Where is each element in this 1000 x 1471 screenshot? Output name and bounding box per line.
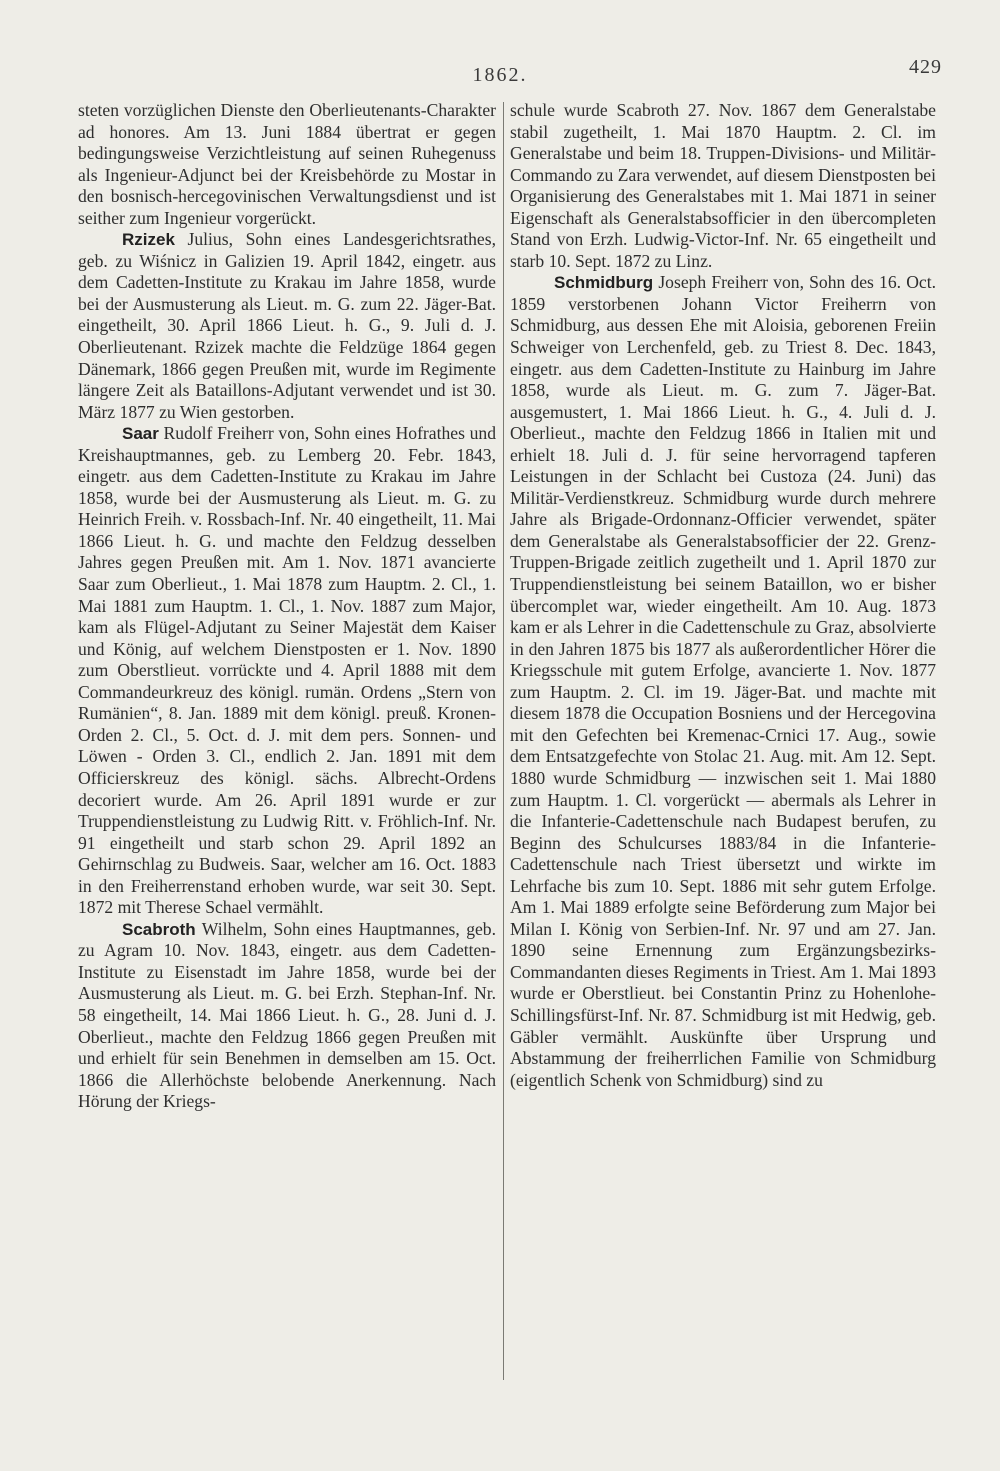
column-divider xyxy=(503,102,504,1380)
entry-saar xyxy=(78,423,496,919)
entry-text: Rudolf Freiherr von, Sohn eines Hofrathes und Kreishauptmannes, geb. zu Lemberg 20. Febr. 1843, eingetr. aus dem Cadetten-Institute zu Krakau im Jahre 1858, wurde bei der Ausmusterung als Lieut. m. G. zu Heinrich Freih. v. Rossbach-Inf. Nr. 40 eingetheilt, 11. Mai 1866 Lieut. h. G. und machte den Feldzug desselben Jahres gegen Preußen mit. Am 1. Nov. 1871 avancierte Saar zum Oberlieut., 1. Mai 1878 zum Hauptm. 2. Cl., 1. Mai 1881 zum Hauptm. 1. Cl., 1. Nov. 1887 zum Major, kam als Flügel-Adjutant zu Seiner Majestät dem Kaiser und König, auf welchem Dienstposten er 1. Nov. 1890 zum Oberstlieut. vorrückte und 4. April 1888 mit dem Commandeurkreuz des königl. rumän. Ordens „Stern von Rumänien“, 8. Jan. 1889 mit dem königl. preuß. Kronen-Orden 2. Cl., 5. Oct. d. J. mit dem pers. Sonnen- und Löwen - Orden 3. Cl., endlich 2. Jan. 1891 mit dem Officierskreuz des königl. sächs. Albrecht-Ordens decoriert wurde. Am 26. April 1891 wurde er zur Truppendienstleistung zu Ludwig Ritt. v. Fröhlich-Inf. Nr. 91 eingetheilt und starb schon 29. April 1892 an Gehirnschlag zu Budweis. Saar, welcher am 16. Oct. 1883 in den Freiherrenstand erhoben wurde, war seit 30. Sept. 1872 mit Therese Schael vermählt. xyxy=(78,423,496,918)
entry-text: schule wurde Scabroth 27. Nov. 1867 dem Generalstabe stabil zugetheilt, 1. Mai 1870 Hauptm. 2. Cl. im Generalstabe und beim 18. Truppen-Divisions- und Militär-Commando zu Zara verwendet, auf diesem Dienstposten bei Organisierung des Generalstabes mit 1. Mai 1871 in seiner Eigenschaft als Generalstabsofficier in den übercompleten Stand von Erzh. Ludwig-Victor-Inf. Nr. 65 eingetheilt und starb 10. Sept. 1872 zu Linz. xyxy=(510,100,936,271)
entry-name: Saar xyxy=(122,424,159,444)
entry-text: steten vorzüglichen Dienste den Oberlieutenants-Charakter ad honores. Am 13. Juni 1884 übertrat er gegen bedingungsweise Verzichtleistung auf seinen Ruhegenuss als Ingenieur-Adjunct bei der Kreisbehörde zu Mostar in den bosnisch-hercegovinischen Verwaltungsdienst und ist seither zum Ingenieur vorgerückt. xyxy=(78,100,496,228)
left-column xyxy=(78,100,496,1113)
running-header-year: 1862. xyxy=(472,64,528,86)
entry-rzizek xyxy=(78,229,496,423)
entry-scabroth xyxy=(78,919,496,1113)
right-paragraph-continuation xyxy=(510,100,936,272)
entry-name: Rzizek xyxy=(122,230,175,250)
entry-schmidburg xyxy=(510,272,936,1091)
right-column xyxy=(510,100,936,1091)
left-paragraph-continuation xyxy=(78,100,496,229)
entry-text: Julius, Sohn eines Landesgerichtsrathes, geb. zu Wiśnicz in Galizien 19. April 1842, eingetr. aus dem Cadetten-Institute zu Krakau im Jahre 1858, wurde bei der Ausmusterung als Lieut. m. G. zum 22. Jäger-Bat. eingetheilt, 30. April 1866 Lieut. h. G., 9. Juli d. J. Oberlieutenant. Rzizek machte die Feldzüge 1864 gegen Dänemark, 1866 gegen Preußen mit, wurde im Regimente längere Zeit als Bataillons-Adjutant verwendet und ist 30. März 1877 zu Wien gestorben. xyxy=(78,229,496,422)
entry-text: Wilhelm, Sohn eines Hauptmannes, geb. zu Agram 10. Nov. 1843, eingetr. aus dem Cadetten-Institute zu Eisenstadt im Jahre 1858, wurde bei der Ausmusterung als Lieut. m. G. bei Erzh. Stephan-Inf. Nr. 58 eingetheilt, 14. Mai 1866 Lieut. h. G., 28. Juni d. J. Oberlieut., machte den Feldzug 1866 gegen Preußen mit und erhielt für sein Benehmen in demselben am 15. Oct. 1866 die Allerhöchste belobende Anerkennung. Nach Hörung der Kriegs- xyxy=(78,918,496,1112)
entry-name: Scabroth xyxy=(122,919,196,939)
entry-name: Schmidburg xyxy=(554,273,654,293)
entry-text: Joseph Freiherr von, Sohn des 16. Oct. 1859 verstorbenen Johann Victor Freiherrn von Schmidburg, aus dessen Ehe mit Aloisia, geborenen Freiin Schweiger von Lerchenfeld, geb. zu Triest 8. Dec. 1843, eingetr. aus dem Cadetten-Institute zu Hainburg im Jahre 1858, wurde als Lieut. m. G. zum 7. Jäger-Bat. ausgemustert, 1. Mai 1866 Lieut. h. G., 4. Juli d. J. Oberlieut., machte den Feldzug 1866 in Italien mit und erhielt 18. Juli d. J. für seine hervorragend tapferen Leistungen in der Schlacht bei Custoza (24. Juni) das Militär-Verdienstkreuz. Schmidburg wurde durch mehrere Jahre als Brigade-Ordonnanz-Officier verwendet, später dem Generalstabe als Generalstabsofficier der 22. Grenz-Truppen-Brigade zeitlich zugetheilt und 1. April 1870 zur Truppendienstleistung bei seinem Bataillon, wo er bisher übercomplet war, wieder eingetheilt. Am 10. Aug. 1873 kam er als Lehrer in die Cadettenschule zu Graz, absolvierte in den Jahren 1875 bis 1877 als außerordentlicher Hörer die Kriegsschule mit gutem Erfolge, avancierte 1. Nov. 1877 zum Hauptm. 2. Cl. im 19. Jäger-Bat. und machte mit diesem 1878 die Occupation Bosniens und der Hercegovina mit den Gefechten bei Kremenac-Crnici 17. Aug., sowie dem Entsatzgefechte von Stolac 21. Aug. mit. Am 12. Sept. 1880 wurde Schmidburg — inzwischen seit 1. Mai 1880 zum Hauptm. 1. Cl. vorgerückt — abermals als Lehrer in die Infanterie-Cadettenschule nach Budapest berufen, zu Beginn des Schulcurses 1883/84 in die Infanterie-Cadettenschule nach Triest übersetzt und wirkte im Lehrfache bis zum 10. Sept. 1886 mit sehr gutem Erfolge. Am 1. Mai 1889 erfolgte seine Beförderung zum Major bei Milan I. König von Serbien-Inf. Nr. 97 und am 27. Jan. 1890 seine Ernennung zum Ergänzungsbezirks-Commandanten dieses Regiments in Triest. Am 1. Mai 1893 wurde er Oberstlieut. bei Constantin Prinz zu Hohenlohe-Schillingsfürst-Inf. Nr. 87. Schmidburg ist mit Hedwig, geb. Gäbler vermählt. Auskünfte über Ursprung und Abstammung der freiherrlichen Familie von Schmidburg (eigentlich Schenk von Schmidburg) sind zu xyxy=(510,272,936,1090)
page-number: 429 xyxy=(909,56,942,78)
